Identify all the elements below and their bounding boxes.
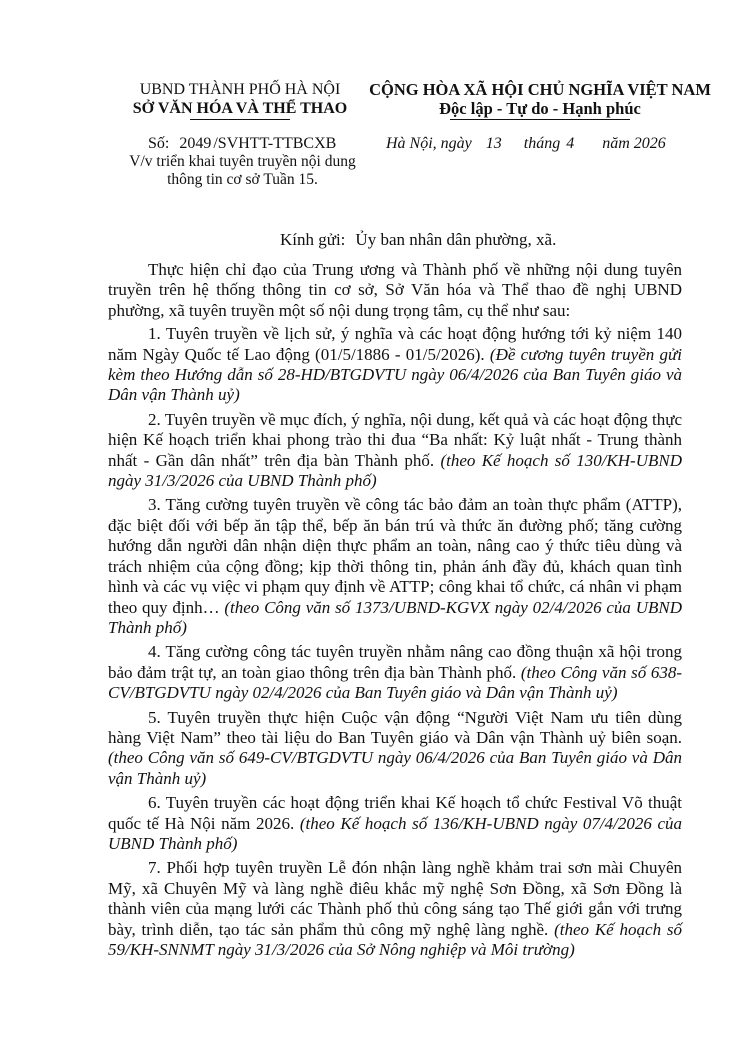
item-7 [108,858,682,960]
org-underline [190,119,290,120]
date-year: 2026 [633,135,666,152]
item-4 [108,642,682,703]
date-month-label: tháng [523,135,561,152]
date-year-label: năm [602,135,630,152]
item-4-text: 4. Tăng cường công tác tuyên truyền nhằm nâng cao đồng thuận xã hội trong bảo đảm trật tự, an toàn giao thông trên địa bàn Thành phố. [108,642,682,682]
item-5-text: 5. Tuyên truyền thực hiện Cuộc vận động “Người Việt Nam ưu tiên dùng hàng Việt Nam” theo tài liệu do Ban Tuyên giáo và Dân vận Thành uỷ biên soạn. [108,707,682,747]
item-3-text: 3. Tăng cường tuyên truyền về công tác bảo đảm an toàn thực phẩm (ATTP), đặc biệt đối với bếp ăn tập thể, bếp ăn bán trú và thức ăn đường phố; tăng cường hướng dẫn người dân nhận diện thực phẩm an toàn, nâng cao ý thức tiêu dùng và trách nhiệm của cộng đồng; kịp thời thông tin, phản ánh đầy đủ, khách quan tình hình và các vụ việc vi phạm quy định về ATTP; công khai tổ chức, cá nhân vi phạm theo quy định… [108,495,682,617]
item-1 [108,324,682,406]
item-2-text: 2. Tuyên truyền về mục đích, ý nghĩa, nội dung, kết quả và các hoạt động thực hiện Kế hoạch triển khai phong trào thi đua “Ba nhất: Kỷ luật nhất - Trung thành nhất - Gần dân nhất” trên địa bàn Thành phố. [108,409,682,470]
org-parent-name: UBND THÀNH PHỐ HÀ NỘI [139,81,341,98]
item-6-reference: (theo Kế hoạch số 136/KH-UBND ngày 07/4/2026 của UBND Thành phố) [108,813,682,853]
date-month: 4 [566,135,575,152]
item-2 [108,410,682,492]
intro-paragraph: Thực hiện chỉ đạo của Trung ương và Thành phố về những nội dung tuyên truyền trên hệ thống thông tin cơ sở, Sở Văn hóa và Thể thao đề nghị UBND phường, xã tuyên truyền một số nội dung trọng tâm, cụ thể như sau: [108,260,682,320]
org-name: SỞ VĂN HÓA VÀ THỂ THAO [132,100,348,117]
item-7-text: 7. Phối hợp tuyên truyền Lễ đón nhận làng nghề khảm trai sơn mài Chuyên Mỹ, xã Chuyên Mỹ và làng nghề điêu khắc mỹ nghệ Sơn Đồng, xã Sơn Đồng là thành viên của mạng lưới các Thành phố thủ công sáng tạo Thế giới gắn với trưng bày, trình diễn, tạo tác sản phẩm thủ công mỹ nghệ làng nghề. [108,858,682,939]
issuing-org-block [120,80,360,120]
date-line [386,135,666,153]
date-day: 13 [485,135,502,152]
item-5 [108,708,682,790]
national-motto: Độc lập - Tự do - Hạnh phúc [439,99,641,118]
item-6-text: 6. Tuyên truyền các hoạt động triển khai Kế hoạch tổ chức Festival Võ thuật quốc tế Hà Nội năm 2026. [108,793,682,833]
item-4-reference: (theo Công văn số 638-CV/BTGDVTU ngày 02/4/2026 của Ban Tuyên giáo và Dân vận Thành uỷ) [108,662,683,703]
motto-underline [450,119,630,120]
item-5-reference: (theo Công văn số 649-CV/BTGDVTU ngày 06/4/2026 của Ban Tuyên giáo và Dân vận Thành uỷ) [108,748,682,788]
doc-number-prefix: Số: [148,135,170,152]
item-7-reference: (theo Kế hoạch số 59/KH-SNNMT ngày 31/3/2026 của Sở Nông nghiệp và Môi trường) [108,919,683,959]
item-3 [108,495,682,638]
document-body [108,260,682,964]
item-3-reference: (theo Công văn số 1373/UBND-KGVX ngày 02/4/2026 của UBND Thành phố) [108,597,682,637]
nation-name: CỘNG HÒA XÃ HỘI CHỦ NGHĨA VIỆT NAM [369,80,711,99]
doc-number-value: 2049 [179,135,212,152]
item-6 [108,793,682,854]
item-2-reference: (theo Kế hoạch số 130/KH-UBND ngày 31/3/2026 của UBND Thành phố) [108,450,682,491]
recipient-line [280,230,556,250]
item-1-reference: (Đề cương tuyên truyền gửi kèm theo Hướng dẫn số 28-HD/BTGDVTU ngày 06/4/2026 của Ban Tuyên giáo và Dân vận Thành uỷ) [108,344,682,405]
document-subject: V/v triển khai tuyên truyền nội dung thông tin cơ sở Tuần 15. [129,153,356,188]
recipient-name: Ủy ban nhân dân phường, xã. [355,230,557,249]
item-1-text: 1. Tuyên truyền về lịch sử, ý nghĩa và các hoạt động hướng tới kỷ niệm 140 năm Ngày Quốc tế Lao động (01/5/1886 - 01/5/2026). [108,324,682,364]
date-place: Hà Nội, ngày [386,135,472,152]
doc-number-suffix: /SVHTT-TTBCXB [213,135,337,152]
recipient-label: Kính gửi: [280,230,346,249]
document-number [148,135,336,153]
national-motto-block [355,80,725,120]
